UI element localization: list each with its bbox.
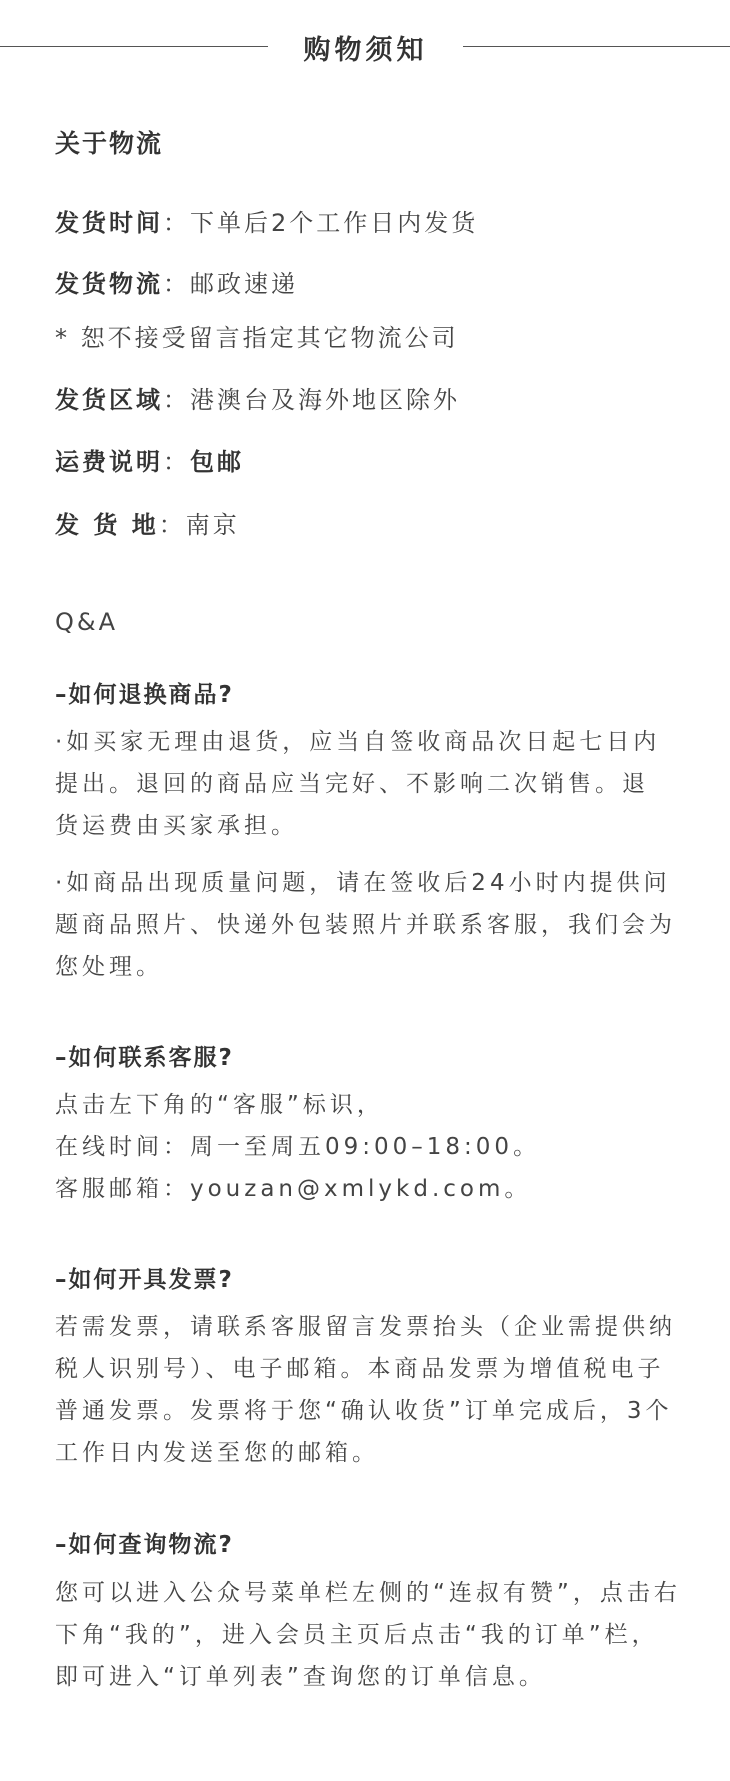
title-divider-left <box>0 46 268 47</box>
answer-line: 点击左下角的“客服”标识， <box>55 1092 384 1118</box>
title-row <box>0 20 730 72</box>
info-row-shipping-fee <box>55 442 244 477</box>
info-value: 下单后2个工作日内发货 <box>190 209 479 237</box>
carrier-note: * 恕不接受留言指定其它物流公司 <box>55 324 459 352</box>
info-key: 发 货 地 <box>55 511 159 539</box>
question-contact: –如何联系客服? <box>55 1045 234 1071</box>
info-key: 发货物流 <box>55 270 163 298</box>
info-key: 运费说明 <box>55 448 163 476</box>
info-value: 港澳台及海外地区除外 <box>190 386 460 414</box>
answer-line: 下角“我的”，进入会员主页后点击“我的订单”栏， <box>55 1622 659 1648</box>
answer-line: 货运费由买家承担。 <box>55 813 298 839</box>
answer-line: 您处理。 <box>55 954 163 980</box>
question-returns: –如何退换商品? <box>55 682 234 708</box>
info-sep: ： <box>163 209 190 237</box>
answer-paragraph <box>55 1084 680 1210</box>
info-sep: ： <box>158 511 186 539</box>
info-key: 发货时间 <box>55 209 163 237</box>
info-sep: ： <box>163 386 190 414</box>
answer-line: 若需发票，请联系客服留言发票抬头（企业需提供纳 <box>55 1314 676 1340</box>
answer-paragraph <box>55 1572 680 1698</box>
answer-line: 提出。退回的商品应当完好、不影响二次销售。退 <box>55 771 649 797</box>
answer-line: 在线时间：周一至周五09:00–18:00。 <box>55 1134 541 1160</box>
title-divider-right <box>463 46 730 47</box>
info-row-origin <box>55 505 240 540</box>
info-value: 邮政速递 <box>190 270 298 298</box>
page-title: 购物须知 <box>303 35 428 66</box>
question-invoice: –如何开具发票? <box>55 1267 234 1293</box>
answer-paragraph <box>55 862 680 988</box>
answer-line: 税人识别号）、电子邮箱。本商品发票为增值税电子 <box>55 1356 665 1382</box>
answer-line: 题商品照片、快递外包装照片并联系客服，我们会为 <box>55 912 676 938</box>
answer-paragraph <box>55 721 680 847</box>
answer-line: 即可进入“订单列表”查询您的订单信息。 <box>55 1664 546 1690</box>
answer-line: 客服邮箱：youzan@xmlykd.com。 <box>55 1176 532 1202</box>
answer-line: 工作日内发送至您的邮箱。 <box>55 1440 379 1466</box>
info-row-carrier <box>55 264 298 299</box>
info-value: 包邮 <box>190 448 244 476</box>
info-key: 发货区域 <box>55 386 163 414</box>
logistics-heading: 关于物流 <box>55 129 164 158</box>
question-tracking: –如何查询物流? <box>55 1532 234 1558</box>
info-row-ship-time <box>55 203 478 238</box>
info-sep: ： <box>163 270 190 298</box>
answer-line: ·如买家无理由退货，应当自签收商品次日起七日内 <box>55 729 661 755</box>
info-row-region <box>55 380 460 415</box>
info-sep: ： <box>163 448 190 476</box>
info-value: 南京 <box>185 511 240 539</box>
answer-line: 普通发票。发票将于您“确认收货”订单完成后，3个 <box>55 1398 673 1424</box>
qa-heading: Q&A <box>55 608 119 636</box>
answer-line: ·如商品出现质量问题，请在签收后24小时内提供问 <box>55 870 671 896</box>
answer-line: 您可以进入公众号菜单栏左侧的“连叔有赞”，点击右 <box>55 1580 681 1606</box>
answer-paragraph <box>55 1306 680 1474</box>
